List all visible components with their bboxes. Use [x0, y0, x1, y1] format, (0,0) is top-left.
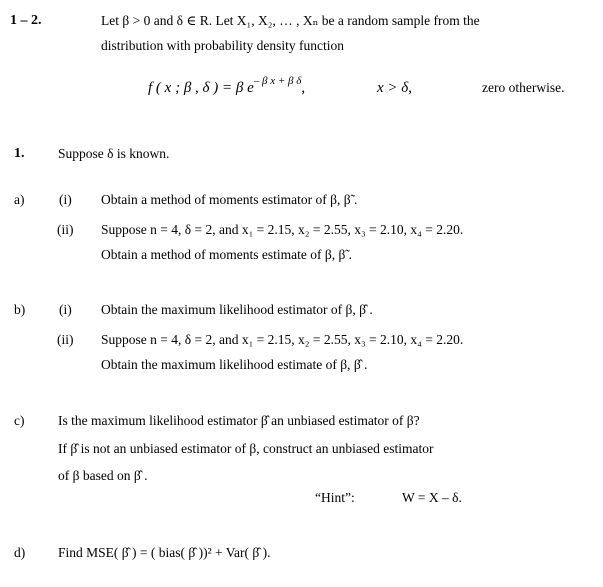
problem-intro-line2: distribution with probability density function [101, 38, 344, 53]
part-a-label: a) [14, 192, 25, 207]
part-b-label: b) [14, 302, 26, 317]
part-a-i-label: (i) [59, 192, 72, 207]
formula-domain: x > δ, [377, 80, 413, 96]
part-b-i-text: Obtain the maximum likelihood estimator of β, β̂ . [101, 302, 373, 317]
part1-text: Suppose δ is known. [58, 146, 170, 161]
formula-otherwise: zero otherwise. [482, 80, 565, 95]
formula-lhs: f ( x ; β , δ ) = β e [148, 80, 254, 96]
part-b-ii-label: (ii) [57, 332, 74, 347]
part1-number: 1. [14, 146, 25, 161]
part-b-ii-line1: Suppose n = 4, δ = 2, and x₁ = 2.15, x₂ = 2.55, x₃ = 2.10, x₄ = 2.20. [101, 332, 464, 347]
hint-label: “Hint”: [315, 490, 355, 505]
density-formula [148, 75, 306, 97]
part-a-ii-label: (ii) [57, 222, 74, 237]
formula-comma: , [301, 80, 306, 96]
part-b-ii-line2: Obtain the maximum likelihood estimate of β, β̂ . [101, 357, 368, 372]
part-a-ii-line2: Obtain a method of moments estimate of β, β̃ . [101, 247, 353, 262]
part-b-i-label: (i) [59, 302, 72, 317]
part-d-label: d) [14, 545, 26, 560]
part-a-ii-line1: Suppose n = 4, δ = 2, and x₁ = 2.15, x₂ = 2.55, x₃ = 2.10, x₄ = 2.20. [101, 222, 464, 237]
part-c-label: c) [14, 413, 25, 428]
problem-number: 1 – 2. [10, 13, 42, 28]
part-a-i-text: Obtain a method of moments estimator of β, β̃ . [101, 192, 358, 207]
hint-text: W = X – δ. [402, 490, 462, 505]
formula-exponent: – β x + β δ [253, 75, 302, 87]
part-d-text: Find MSE( β̂ ) = ( bias( β̂ ))² + Var( β̂ ). [58, 545, 271, 560]
part-c-line1: Is the maximum likelihood estimator β̂ an unbiased estimator of β? [58, 413, 420, 428]
problem-intro-line1: Let β > 0 and δ ∈ R. Let X₁, X₂, … , Xₙ be a random sample from the [101, 13, 480, 28]
part-c-line3: of β based on β̂ . [58, 468, 148, 483]
part-c-line2: If β̂ is not an unbiased estimator of β, construct an unbiased estimator [58, 441, 434, 456]
